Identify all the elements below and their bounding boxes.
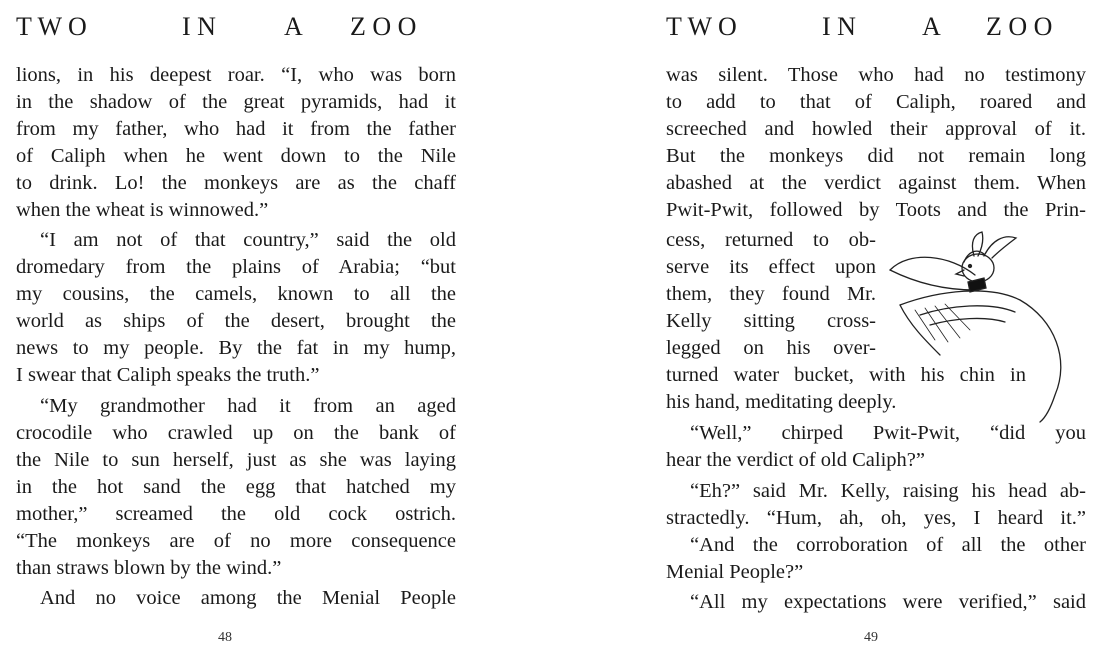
text-line: to add to that of Caliph, roared and	[666, 91, 1086, 113]
text-line: “I am not of that country,” said the old	[40, 229, 456, 251]
text-line: abashed at the verdict against them. When	[666, 172, 1086, 194]
text-line: my cousins, the camels, known to all the	[16, 283, 456, 305]
text-line: in the shadow of the great pyramids, had it	[16, 91, 456, 113]
text-line: “All my expectations were verified,” said	[690, 591, 1086, 613]
text-line: “Eh?” said Mr. Kelly, raising his head ab-	[690, 480, 1086, 502]
text-line: when the wheat is winnowed.”	[16, 199, 269, 221]
text-line: stractedly. “Hum, ah, oh, yes, I heard it.”	[666, 507, 1086, 529]
text-line: Kelly sitting cross-	[666, 310, 876, 332]
text-line: screeched and howled their approval of it.	[666, 118, 1086, 140]
text-line: was silent. Those who had no testimony	[666, 64, 1086, 86]
text-line: turned water bucket, with his chin in	[666, 364, 1026, 386]
text-line: cess, returned to ob-	[666, 229, 876, 251]
text-line: in the hot sand the egg that hatched my	[16, 476, 456, 498]
text-line: Pwit-Pwit, followed by Toots and the Prin-	[666, 199, 1086, 221]
running-head-word: Z O O	[350, 12, 417, 41]
text-line: “The monkeys are of no more consequence	[16, 530, 456, 552]
running-head-word: T W O	[666, 12, 737, 41]
text-line: “And the corroboration of all the other	[690, 534, 1086, 556]
text-line: legged on his over-	[666, 337, 876, 359]
text-line: world as ships of the desert, brought the	[16, 310, 456, 332]
text-line: dromedary from the plains of Arabia; “but	[16, 256, 456, 278]
page-number: 48	[218, 630, 232, 645]
text-line: Menial People?”	[666, 561, 804, 583]
page-number: 49	[864, 630, 878, 645]
text-line: the Nile to sun herself, just as she was laying	[16, 449, 456, 471]
text-line: serve its effect upon	[666, 256, 876, 278]
text-line: I swear that Caliph speaks the truth.”	[16, 364, 320, 386]
text-line: lions, in his deepest roar. “I, who was born	[16, 64, 456, 86]
text-line: “Well,” chirped Pwit-Pwit, “did you	[690, 422, 1086, 444]
running-head-word: I N	[182, 12, 216, 41]
text-line: of Caliph when he went down to the Nile	[16, 145, 456, 167]
text-line: But the monkeys did not remain long	[666, 145, 1086, 167]
text-line: from my father, who had it from the father	[16, 118, 456, 140]
text-line: them, they found Mr.	[666, 283, 876, 305]
running-head-word: I N	[822, 12, 856, 41]
text-line: “My grandmother had it from an aged	[40, 395, 456, 417]
text-line: to drink. Lo! the monkeys are as the chaff	[16, 172, 456, 194]
running-head-word: A	[922, 12, 941, 41]
text-line: And no voice among the Menial People	[40, 587, 456, 609]
text-line: mother,” screamed the old cock ostrich.	[16, 503, 456, 525]
text-line: news to my people. By the fat in my hump,	[16, 337, 456, 359]
left-page	[16, 0, 456, 662]
running-head-word: T W O	[16, 12, 87, 41]
text-line: crocodile who crawled up on the bank of	[16, 422, 456, 444]
text-line: hear the verdict of old Caliph?”	[666, 449, 925, 471]
bird-on-bucket-illustration	[880, 230, 1090, 430]
text-line: than straws blown by the wind.”	[16, 557, 282, 579]
text-line: his hand, meditating deeply.	[666, 391, 897, 413]
running-head-word: Z O O	[986, 12, 1053, 41]
running-head-word: A	[284, 12, 303, 41]
